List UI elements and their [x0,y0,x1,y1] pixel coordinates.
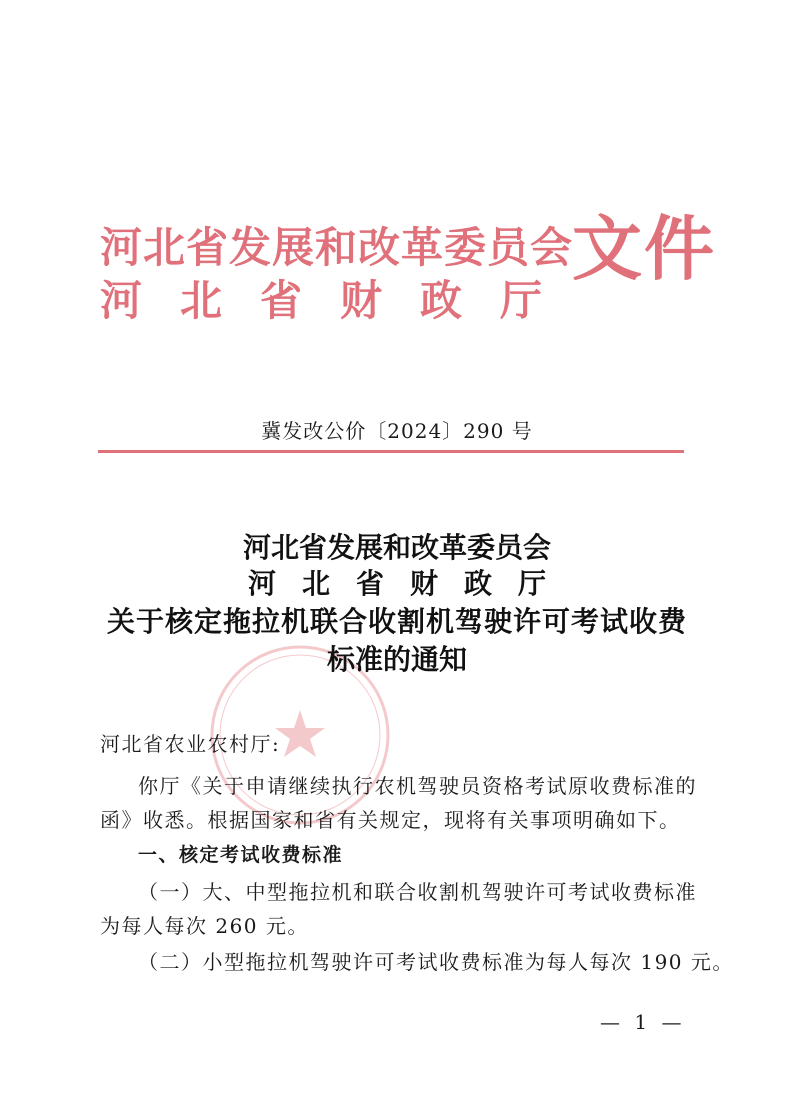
paragraph-3: （二）小型拖拉机驾驶许可考试收费标准为每人每次 190 元。 [138,950,734,974]
title-line-3: 关于核定拖拉机联合收割机驾驶许可考试收费 [106,605,687,638]
paragraph-1-line-2: 函》收悉。根据国家和省有关规定，现将有关事项明确如下。 [100,808,681,832]
paragraph-1-line-1: 你厅《关于申请继续执行农机驾驶员资格考试原收费标准的 [138,774,697,798]
paragraph-2-line-2: 为每人每次 260 元。 [100,914,309,938]
red-separator-line [98,450,684,453]
title-line-1: 河北省发展和改革委员会 [242,531,551,564]
title-line-4: 标准的通知 [326,643,467,676]
paragraph-2-line-1: （一）大、中型拖拉机和联合收割机驾驶许可考试收费标准 [138,880,697,904]
document-header-wenjian: 文件 [572,207,716,290]
document-number: 冀发改公价〔2024〕290 号 [261,419,533,443]
issuer-header-line1: 河北省发展和改革委员会 [100,223,574,272]
section-heading-1: 一、核定考试收费标准 [138,844,344,866]
page-number: — 1 — [600,1010,686,1034]
title-line-2: 河北省财政厅 [247,567,572,600]
addressee: 河北省农业农村厅: [100,732,281,756]
issuer-header-line2: 河北省财政厅 [100,276,581,325]
